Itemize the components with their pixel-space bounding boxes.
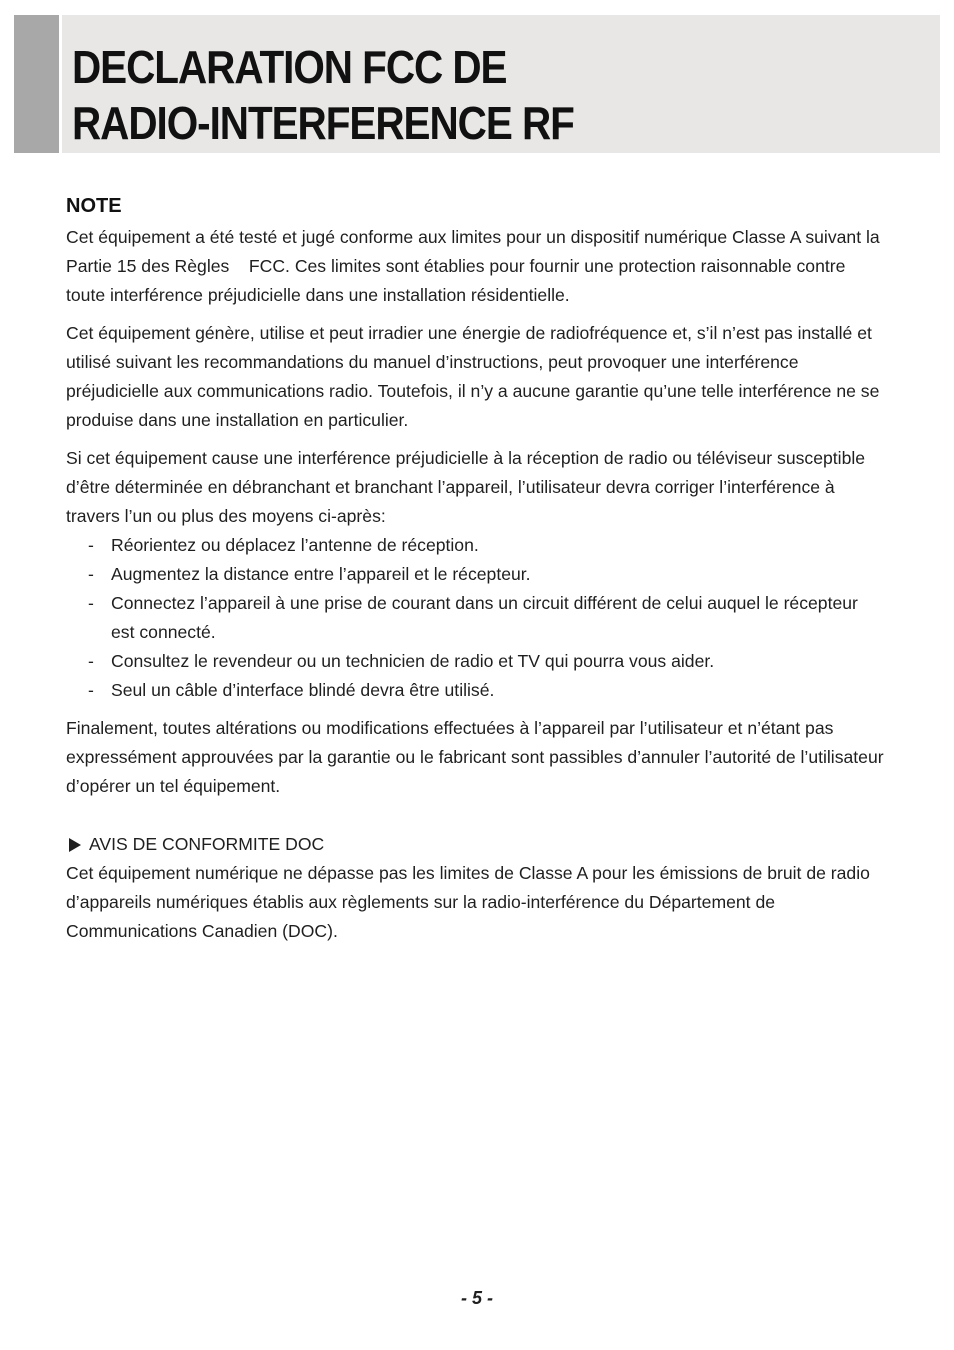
note-paragraph-4: Finalement, toutes altérations ou modifications effectuées à l’appareil par l’utilisateur et n’étant pas expressément approuvées par la garantie ou le fabricant sont passibles d’annuler l’autorité de l’utilisateur d’opérer un tel équipement. xyxy=(66,718,884,796)
list-item xyxy=(66,589,886,647)
doc-heading-text: AVIS DE CONFORMITE DOC xyxy=(89,834,325,854)
note-heading: NOTE xyxy=(66,195,122,217)
list-item xyxy=(66,647,886,676)
note-paragraph-3: Si cet équipement cause une interférence préjudicielle à la réception de radio ou téléviseur susceptible d’être déterminée en débranchant et branchant l’appareil, l’utilisateur devra corriger l’interférence à travers l’un ou plus des moyens ci-après: xyxy=(66,448,866,526)
page-title xyxy=(72,39,574,151)
list-item xyxy=(66,560,886,589)
doc-section-heading xyxy=(66,830,886,859)
note-paragraph-2: Cet équipement génère, utilise et peut irradier une énergie de radiofréquence et, s’il n’est pas installé et utilisé suivant les recommandations du manuel d’instructions, peut provoquer une interférence préjudicielle aux communications radio. Toutefois, il n’y a aucune garantie qu’une telle interférence ne se produise dans une installation en particulier. xyxy=(66,323,880,430)
list-dash: - xyxy=(88,680,94,700)
list-item xyxy=(66,676,886,705)
note-paragraph-1: Cet équipement a été testé et jugé conforme aux limites pour un dispositif numérique Classe A suivant la Partie 15 des Règles FCC. Ces limites sont établies pour fournir une protection raisonnable contre toute interférence préjudicielle dans une installation résidentielle. xyxy=(66,227,885,305)
page-title-line-2: RADIO-INTERFERENCE RF xyxy=(72,97,574,149)
header-divider xyxy=(59,15,62,153)
remedy-list xyxy=(66,531,886,705)
page-number: - 5 - xyxy=(460,1288,493,1308)
doc-paragraph: Cet équipement numérique ne dépasse pas les limites de Classe A pour les émissions de bruit de radio d’appareils numériques établis aux règlements sur la radio-interférence du Département de Communications Canadien (DOC). xyxy=(66,863,870,941)
list-item-text: Réorientez ou déplacez l’antenne de réception. xyxy=(111,535,479,555)
list-dash: - xyxy=(88,535,94,555)
section-spacer xyxy=(66,810,886,830)
main-content xyxy=(66,192,886,946)
list-dash: - xyxy=(88,593,94,613)
list-item-text: Seul un câble d’interface blindé devra être utilisé. xyxy=(111,680,495,700)
play-triangle-icon xyxy=(69,838,81,852)
list-item-text: Consultez le revendeur ou un technicien de radio et TV qui pourra vous aider. xyxy=(111,651,715,671)
header-accent-bar xyxy=(14,15,59,153)
list-item-text: Augmentez la distance entre l’appareil et le récepteur. xyxy=(111,564,531,584)
page-title-line-1: DECLARATION FCC DE xyxy=(72,41,507,93)
list-item-text: Connectez l’appareil à une prise de courant dans un circuit différent de celui auquel le récepteur est connecté. xyxy=(111,593,858,642)
page-header xyxy=(14,15,940,153)
list-dash: - xyxy=(88,651,94,671)
list-item xyxy=(66,531,886,560)
list-dash: - xyxy=(88,564,94,584)
